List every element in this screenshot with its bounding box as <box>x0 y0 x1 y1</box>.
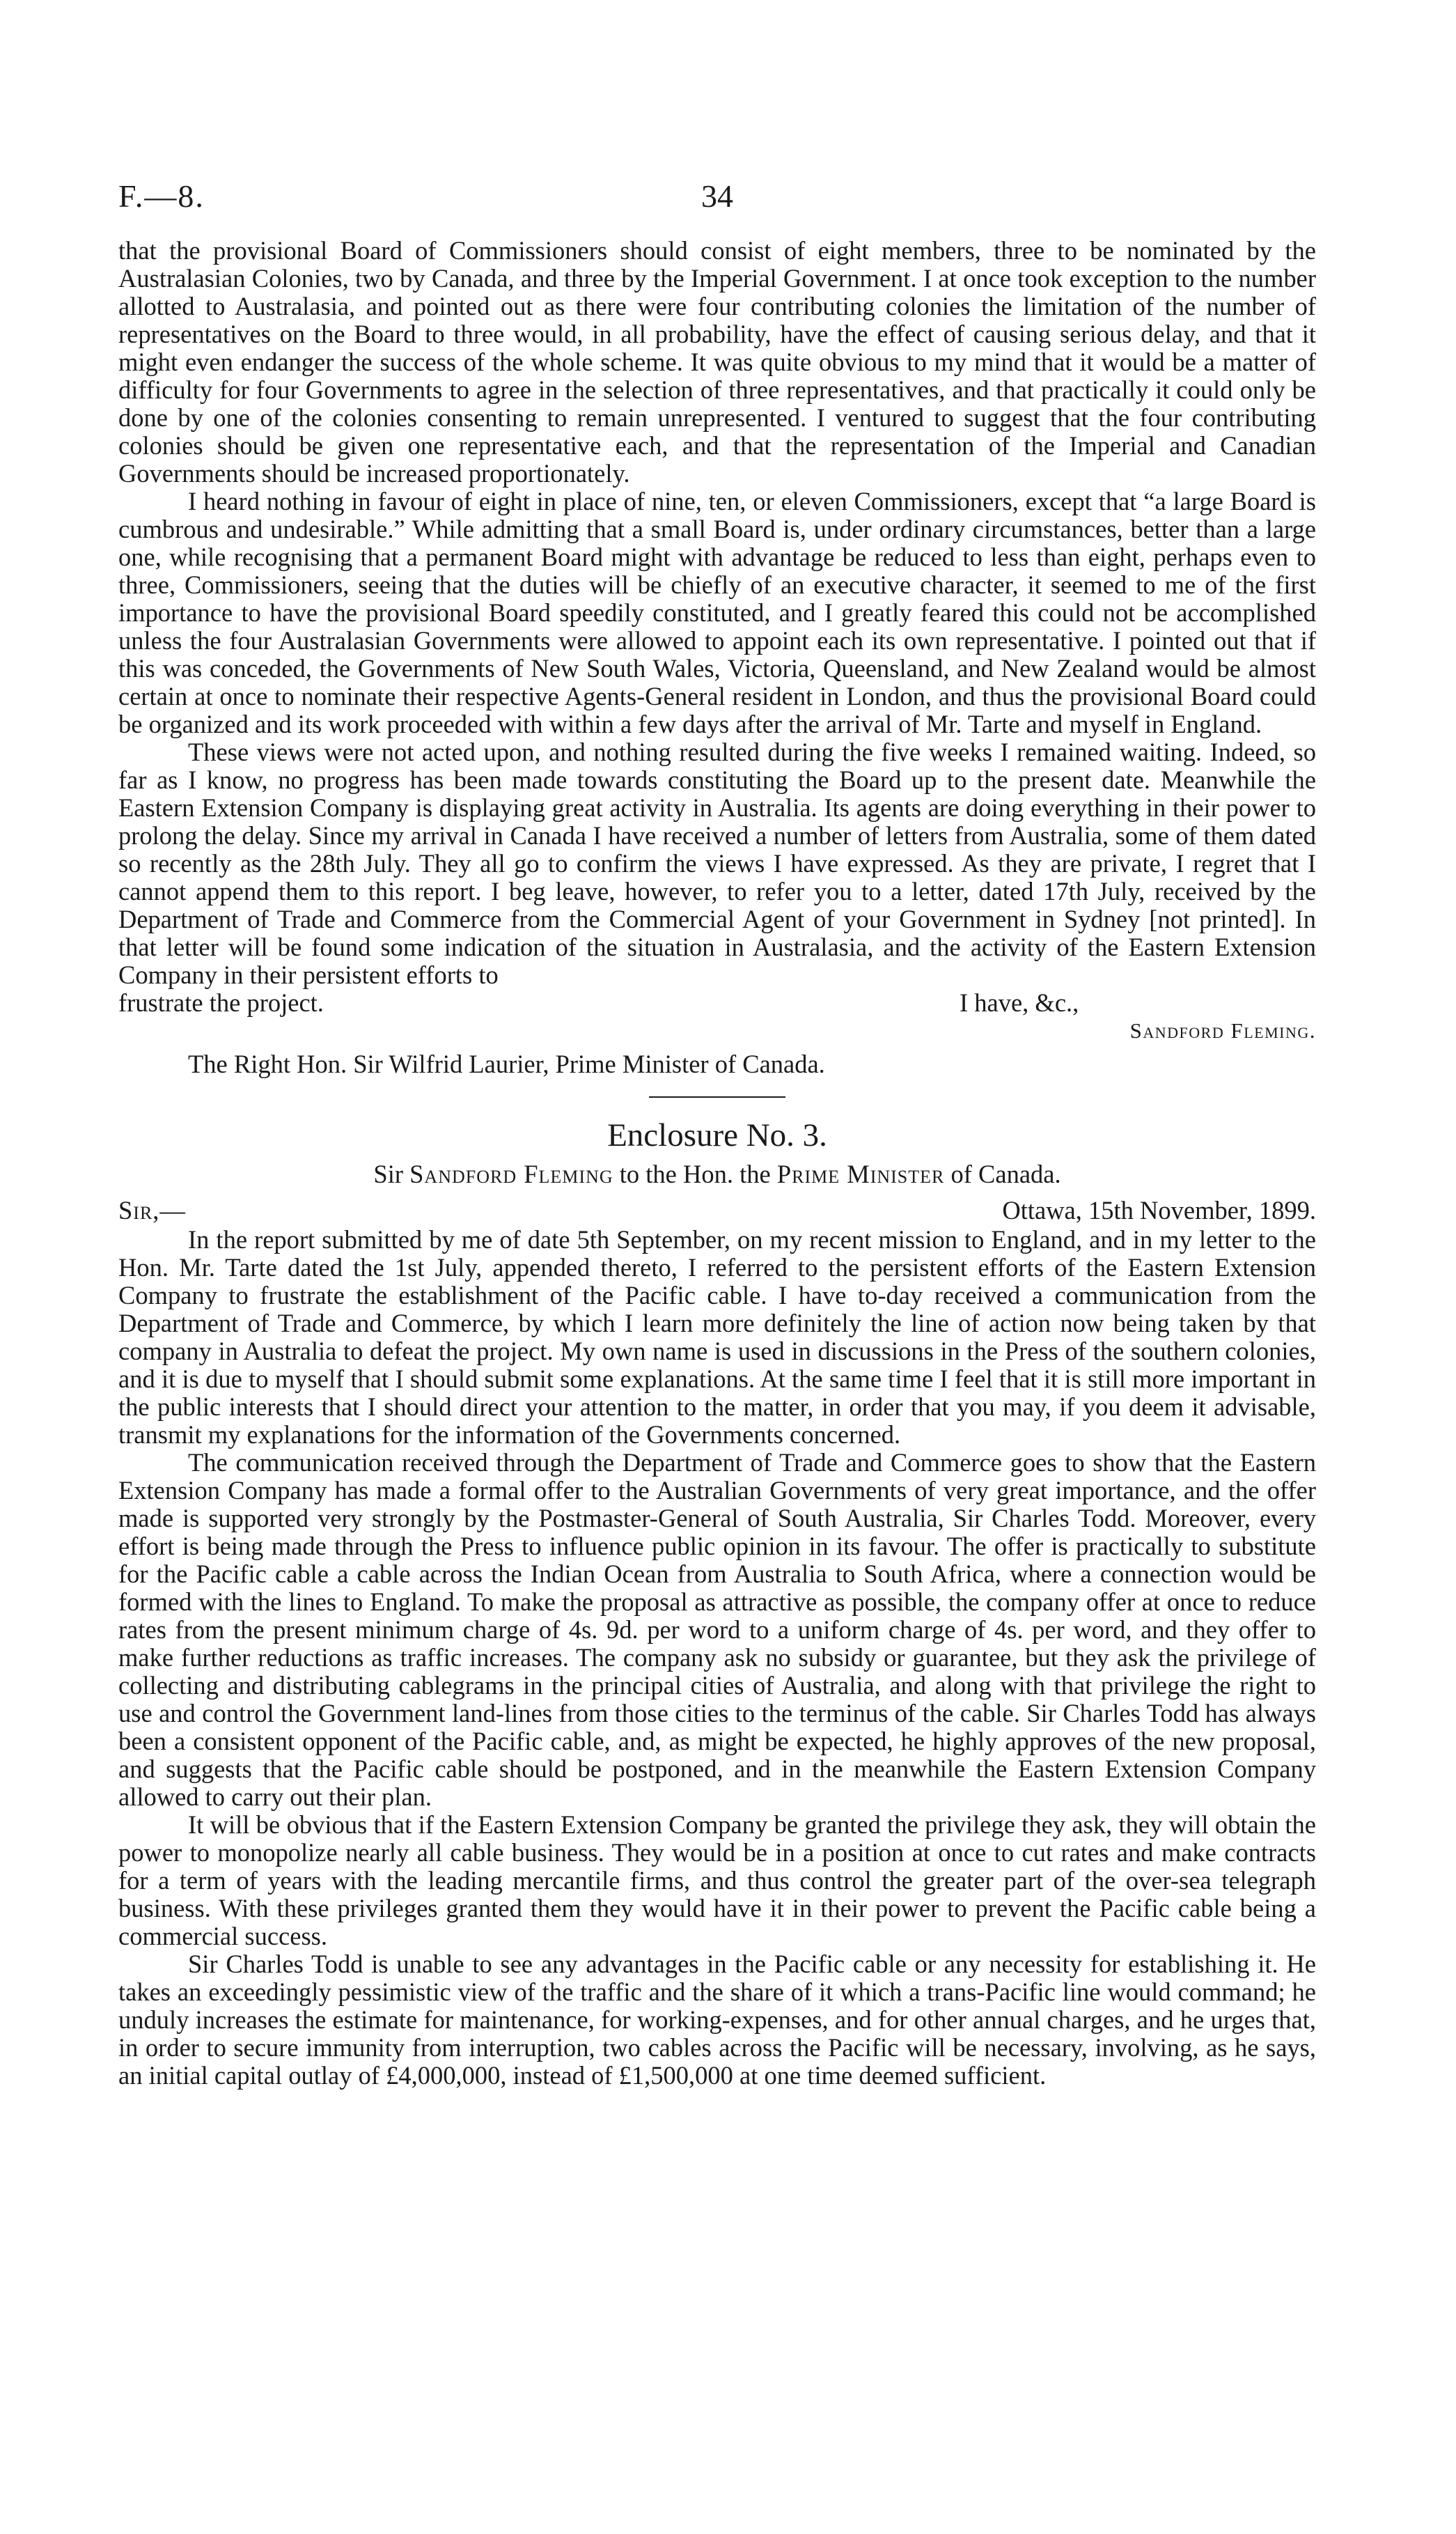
page-code: F.—8. <box>118 178 205 214</box>
enclosure-paragraph: It will be obvious that if the Eastern Extension Company be granted the privilege they ask, they will obtain the power to monopolize nearly all cable business. They would be in a position at once to cut rates and make contracts for a term of years with the leading mercantile firms, and thus control the greater part of the over-sea telegraph business. With these privileges granted them they would have it in their power to prevent the Pacific cable being a commercial success. <box>118 1810 1316 1950</box>
letter-section <box>118 237 1316 1078</box>
addressee: The Right Hon. Sir Wilfrid Laurier, Prime Minister of Canada. <box>188 1050 825 1078</box>
page-number: 34 <box>701 178 733 214</box>
page-body <box>118 237 1316 2090</box>
page-header <box>118 178 1316 219</box>
letter-paragraph: that the provisional Board of Commissioners should consist of eight members, three to be nominated by the Australasian Colonies, two by Canada, and three by the Imperial Government. I at once took exception to the number allotted to Australasia, and pointed out as there were four contributing colonies the limitation of the number of representatives on the Board to three would, in all probability, have the effect of causing serious delay, and that it might even endanger the success of the whole scheme. It was quite obvious to my mind that it would be a matter of difficulty for four Governments to agree in the selection of three representatives, and that practically it could only be done by one of the colonies consenting to remain unrepresented. I ventured to suggest that the four contributing colonies should be given one representative each, and that the representation of the Imperial and Canadian Governments should be increased proportionately. <box>118 236 1316 488</box>
enclosure-title: Enclosure No. 3. <box>607 1117 827 1153</box>
place-date: Ottawa, 15th November, 1899. <box>1002 1196 1316 1225</box>
enclosure-paragraph: The communication received through the Department of Trade and Commerce goes to show that the Eastern Extension Company has made a formal offer to the Australian Governments of very great importance, and the offer made is supported very strongly by the Postmaster-General of South Australia, Sir Charles Todd. Moreover, every effort is being made through the Press to influence public opinion in its favour. The offer is practically to substitute for the Pacific cable a cable across the Indian Ocean from Australia to South Africa, where a connection would be formed with the lines to England. To make the proposal as attractive as possible, the company offer at once to reduce rates from the present minimum charge of 4s. 9d. per word to a uniform charge of 4s. per word, and they offer to make further reductions as traffic increases. The company ask no subsidy or guarantee, but they ask the privilege of collecting and distributing cablegrams in the principal cities of Australia, and along with that privilege the right to use and control the Government land-lines from those cities to the terminus of the cable. Sir Charles Todd has always been a consistent opponent of the Pacific cable, and, as might be expected, he highly approves of the new proposal, and suggests that the Pacific cable should be postponed, and in the meanwhile the Eastern Extension Company allowed to carry out their plan. <box>118 1448 1316 1811</box>
salutation: Sir,— <box>118 1196 186 1225</box>
letter-paragraph: I heard nothing in favour of eight in place of nine, ten, or eleven Commissioners, except that “a large Board is cumbrous and undesirable.” While admitting that a small Board is, under ordinary circumstances, better than a large one, while recognising that a permanent Board might with advantage be reduced to less than eight, perhaps even to three, Commissioners, seeing that the duties will be chiefly of an executive character, it seemed to me of the first importance to have the provisional Board speedily constituted, and I greatly feared this could not be accomplished unless the four Australasian Governments were allowed to appoint each its own representative. I pointed out that if this was conceded, the Governments of New South Wales, Victoria, Queensland, and New Zealand would be almost certain at once to nominate their respective Agents-General resident in London, and thus the provisional Board could be organized and its work proceeded with within a few days after the arrival of Mr. Tarte and myself in England. <box>118 487 1316 738</box>
sender-name: Sandford Fleming <box>409 1160 613 1188</box>
subtitle-text: to the Hon. the <box>619 1160 771 1188</box>
signature: Sandford Fleming. <box>1129 1018 1316 1043</box>
enclosure-section <box>118 1116 1316 2090</box>
enclosure-subtitle <box>118 1160 1316 1188</box>
subtitle-text: of Canada. <box>950 1160 1061 1188</box>
recipient-office: Prime Minister <box>776 1160 945 1188</box>
closing-row <box>118 989 1316 1017</box>
complimentary-close: I have, &c., <box>960 988 1079 1017</box>
closing-text: frustrate the project. <box>118 988 324 1017</box>
section-divider <box>649 1096 785 1098</box>
salutation-row <box>118 1195 1316 1226</box>
letter-paragraph: These views were not acted upon, and nothing resulted during the five weeks I remained waiting. Indeed, so far as I know, no progress has been made towards constituting the Board up to the present date. Meanwhile the Eastern Extension Company is displaying great activity in Australia. Its agents are doing everything in their power to prolong the delay. Since my arrival in Canada I have received a number of letters from Australia, some of them dated so recently as the 28th July. They all go to confirm the views I have expressed. As they are private, I regret that I cannot append them to this report. I beg leave, however, to refer you to a letter, dated 17th July, received by the Department of Trade and Commerce from the Commercial Agent of your Government in Sydney [not printed]. In that letter will be found some indication of the situation in Australasia, and the activity of the Eastern Extension Company in their persistent efforts to <box>118 738 1316 989</box>
enclosure-paragraph: In the report submitted by me of date 5th September, on my recent mission to England, and in my letter to the Hon. Mr. Tarte dated the 1st July, appended thereto, I referred to the persistent efforts of the Eastern Extension Company to frustrate the establishment of the Pacific cable. I have to-day received a communication from the Department of Trade and Commerce, by which I learn more definitely the line of action now being taken by that company in Australia to defeat the project. My own name is used in discussions in the Press of the southern colonies, and it is due to myself that I should submit some explanations. At the same time I feel that it is still more important in the public interests that I should direct your attention to the matter, in order that you may, if you deem it advisable, transmit my explanations for the information of the Governments concerned. <box>118 1225 1316 1449</box>
subtitle-text: Sir <box>373 1160 403 1188</box>
enclosure-paragraph: Sir Charles Todd is unable to see any advantages in the Pacific cable or any necessity for establishing it. He takes an exceedingly pessimistic view of the traffic and the share of it which a trans-Pacific line would command; he unduly increases the estimate for maintenance, for working-expenses, and for other annual charges, and he urges that, in order to secure immunity from interruption, two cables across the Pacific will be necessary, involving, as he says, an initial capital outlay of £4,000,000, instead of £1,500,000 at one time deemed sufficient. <box>118 1950 1316 2090</box>
